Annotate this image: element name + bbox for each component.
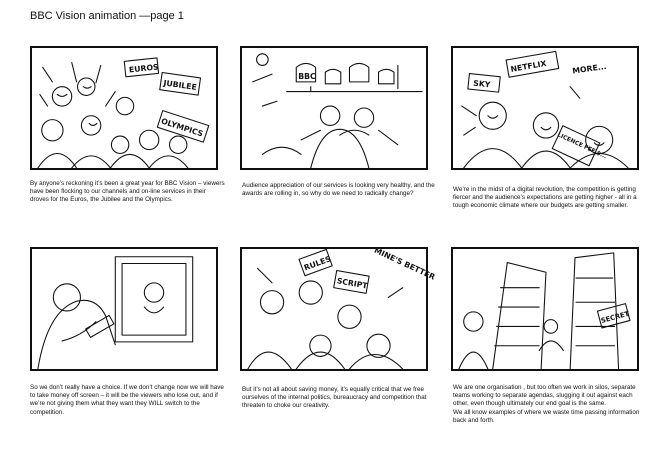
licence-fee-sign: LICENCE FEE $... [556, 132, 608, 161]
secret-sign: SECRET [600, 309, 631, 325]
awards-sketch [242, 48, 426, 168]
storyboard-frame-1 [30, 46, 218, 170]
storyboard-frame-4 [30, 247, 218, 371]
silos-sketch [453, 249, 637, 369]
tv-viewer-sketch [32, 249, 216, 369]
netflix-sign: NETFLIX [509, 58, 548, 74]
script-sign: SCRIPT [336, 276, 369, 291]
sky-sign: SKY [472, 78, 491, 90]
caption-2: Audience appreciation of our services is looking very healthy, and the awards are rolling in, so why do we need to radically change? [242, 182, 435, 198]
olympics-sign: OLYMPICS [160, 116, 205, 139]
storyboard-frame-6 [451, 247, 639, 371]
caption-6: We are one organisation , but too often we work in silos, separate teams working to separate agendas, slugging it out against each other, even though ultimately our end goal is the same. We all know examples of where we waste time passing information back and forth. [453, 384, 640, 424]
page-title: BBC Vision animation —page 1 [30, 10, 184, 22]
storyboard-frame-3 [451, 46, 639, 170]
crowd-sketch [32, 48, 216, 168]
caption-1: By anyone’s reckoning it’s been a great year for BBC Vision – viewers have been flocking to our channels and on-line services in their droves for the Euros, the Jubilee and the Olympics. [30, 180, 225, 204]
caption-4: So we don’t really have a choice. If we don’t change now we will have to take money off screen – it will be the viewers who lose out, and if we’re not giving them what they want they WILL switch to the competition. [30, 384, 224, 416]
caption-3: We’re in the midst of a digital revolution, the competition is getting fiercer and the audience’s expectations are getting higher - all in a tough economic climate where our budgets are getting smaller. [453, 186, 637, 210]
storyboard-frame-5 [240, 245, 437, 371]
politics-sketch [242, 245, 437, 369]
rules-sign: RULES [302, 254, 333, 273]
more-text: MORE... [571, 61, 608, 76]
jubilee-sign: JUBILEE [163, 78, 198, 92]
euros-sign: EUROS [128, 62, 160, 75]
storyboard-frame-2 [240, 46, 428, 170]
mines-better-text: MINE'S BETTER [372, 245, 437, 282]
bbc-trophy-label: BBC [298, 71, 316, 81]
caption-5: But it’s not all about saving money, it’s equally critical that we free ourselves of the internal politics, bureaucracy and competition that threaten to choke our creativity. [242, 386, 427, 410]
competition-sketch [453, 48, 637, 168]
